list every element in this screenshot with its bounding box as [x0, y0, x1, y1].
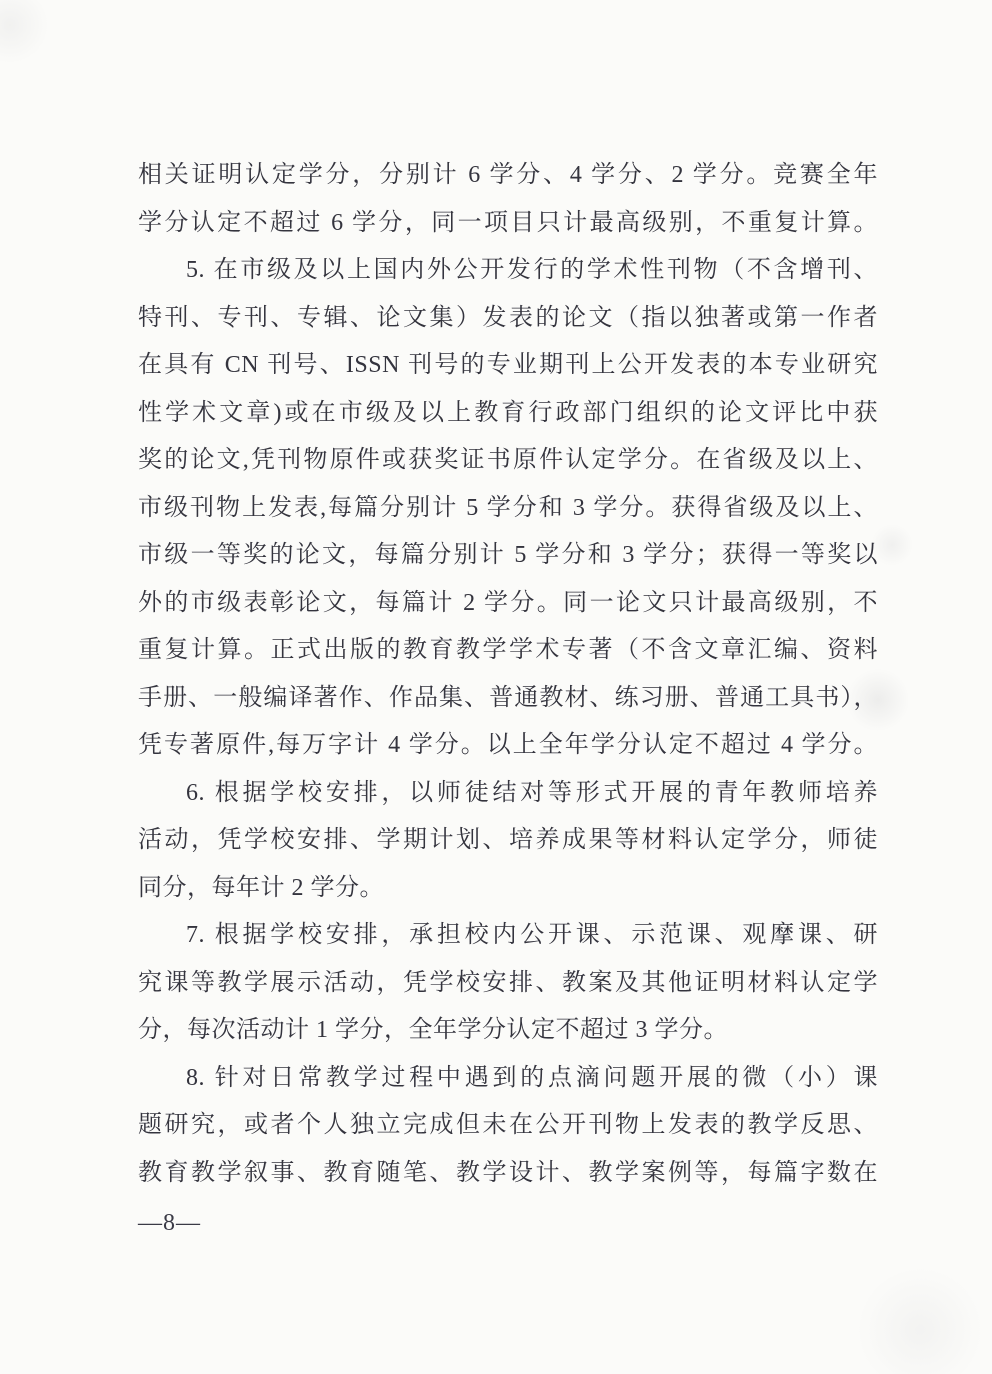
text-line: 5. 在市级及以上国内外公开发行的学术性刊物（不含增刊、	[186, 257, 878, 283]
text-line: 外的市级表彰论文，每篇计 2 学分。同一论文只计最高级别，不	[138, 589, 878, 616]
paragraph-item-8	[138, 1055, 878, 1198]
text-line: 凭专著原件,每万字计 4 学分。以上全年学分认定不超过 4 学分。	[138, 732, 878, 758]
text-line: 6. 根据学校安排，以师徒结对等形式开展的青年教师培养	[186, 779, 878, 806]
text-line: 市级一等奖的论文，每篇分别计 5 学分和 3 学分；获得一等奖以	[138, 542, 878, 568]
text-line: 性学术文章)或在市级及以上教育行政部门组织的论文评比中获	[138, 399, 878, 426]
text-line: 相关证明认定学分，分别计 6 学分、4 学分、2 学分。竞赛全年	[138, 162, 878, 188]
text-line: 题研究，或者个人独立完成但未在公开刊物上发表的教学反思、	[138, 1112, 878, 1138]
text-line: 7. 根据学校安排，承担校内公开课、示范课、观摩课、研	[186, 922, 878, 948]
text-line: 手册、一般编译著作、作品集、普通教材、练习册、普通工具书），	[138, 684, 878, 711]
text-line: 重复计算。正式出版的教育教学学术专著（不含文章汇编、资料	[138, 637, 878, 663]
text-line: 教育教学叙事、教育随笔、教学设计、教学案例等，每篇字数在	[138, 1159, 878, 1186]
text-line: 8. 针对日常教学过程中遇到的点滴问题开展的微（小）课	[186, 1064, 878, 1091]
text-line: 特刊、专刊、专辑、论文集）发表的论文（指以独著或第一作者	[138, 304, 878, 331]
paragraph-item-7	[138, 912, 878, 1055]
text-line: 市级刊物上发表,每篇分别计 5 学分和 3 学分。获得省级及以上、	[138, 494, 878, 521]
paragraph-item-5	[138, 247, 878, 770]
paragraph-item-6	[138, 770, 878, 913]
text-line: 究课等教学展示活动，凭学校安排、教案及其他证明材料认定学	[138, 969, 878, 996]
text-line: 分，每次活动计 1 学分，全年学分认定不超过 3 学分。	[138, 1017, 728, 1043]
text-line: 同分，每年计 2 学分。	[138, 874, 384, 901]
text-line: 在具有 CN 刊号、ISSN 刊号的专业期刊上公开发表的本专业研究	[138, 352, 878, 378]
text-line: 学分认定不超过 6 学分，同一项目只计最高级别，不重复计算。	[138, 209, 878, 236]
text-line: 活动，凭学校安排、学期计划、培养成果等材料认定学分，师徒	[138, 827, 878, 853]
text-line: 奖的论文,凭刊物原件或获奖证书原件认定学分。在省级及以上、	[138, 447, 878, 473]
document-body	[138, 152, 878, 1197]
page-number: —8—	[138, 1210, 201, 1236]
paragraph-continuation	[138, 152, 878, 247]
